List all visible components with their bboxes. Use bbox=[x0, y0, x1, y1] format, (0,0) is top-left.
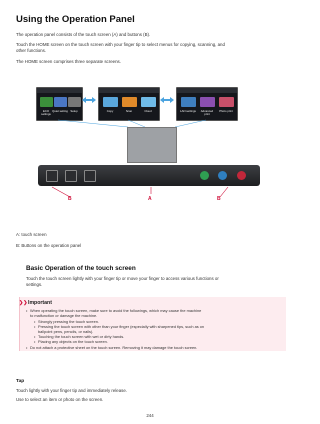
tile-label: Advanced print bbox=[200, 109, 214, 116]
intro-paragraph-1: The operation panel consists of the touch screen (A) and buttons (B). bbox=[16, 32, 151, 37]
callout-b-right: B bbox=[217, 196, 221, 202]
tile-label: Setup bbox=[70, 109, 78, 113]
tile-label: Cloud bbox=[144, 109, 152, 113]
tile-label: Photo print bbox=[219, 109, 233, 113]
operation-panel bbox=[38, 165, 260, 186]
tap-heading: Tap bbox=[16, 379, 25, 384]
intro-paragraph-2: Touch the HOME screen on the touch screen with your finger tip to select menus for copying, scanning, and other functions. bbox=[16, 42, 225, 54]
list-item: • When operating the touch screen, make sure to avoid the followings, which may cause the machine to malfunction or damage the machine. bbox=[30, 308, 201, 318]
list-item: • Do not attach a protective sheet on the touch screen. Removing it may damage the touch screen. bbox=[30, 345, 197, 350]
important-chevron-icon: ❯❯ bbox=[19, 300, 28, 306]
touch-screen bbox=[127, 127, 177, 163]
list-item: • Placing any objects on the touch screen. bbox=[38, 339, 108, 344]
important-box bbox=[19, 297, 286, 351]
section-paragraph: Touch the touch screen lightly with your finger tip or move your finger to access various functions or settings. bbox=[26, 276, 219, 288]
start-button bbox=[200, 171, 209, 180]
stop-button bbox=[237, 171, 246, 180]
tile-label: Copy bbox=[106, 109, 114, 113]
tap-paragraph-1: Touch lightly with your finger tip and immediately release. bbox=[16, 388, 128, 393]
intro-paragraph-3: The HOME screen comprises three separate screens. bbox=[16, 59, 121, 64]
tile-label: ECO settings bbox=[41, 109, 51, 116]
list-item: • Pressing the touch screen with other than your finger (especially with sharpened tips, such as on ballpoint pens, pencils, or nails). bbox=[38, 324, 204, 334]
tile-label: Scan bbox=[125, 109, 133, 113]
page-title: Using the Operation Panel bbox=[16, 14, 135, 25]
page-number: 244 bbox=[146, 413, 154, 418]
list-item: • Strongly pressing the touch screen. bbox=[38, 319, 99, 324]
tile-label: LAN settings bbox=[180, 109, 196, 113]
settings-button bbox=[84, 170, 96, 182]
callout-b-left: B bbox=[68, 196, 72, 202]
list-item: • Touching the touch screen with wet or dirty hands. bbox=[38, 334, 124, 339]
tile-label: Quiet setting bbox=[52, 109, 68, 113]
important-title: Important bbox=[28, 300, 52, 306]
section-heading: Basic Operation of the touch screen bbox=[26, 265, 136, 272]
legend-a: A: touch screen bbox=[16, 232, 47, 237]
legend-b: B: Buttons on the operation panel bbox=[16, 243, 82, 248]
color-button bbox=[218, 171, 227, 180]
tap-paragraph-2: Use to select an item or photo on the screen. bbox=[16, 397, 104, 402]
operation-panel-illustration bbox=[30, 79, 270, 205]
callout-a: A bbox=[148, 196, 152, 202]
back-button bbox=[46, 170, 58, 182]
home-button bbox=[65, 170, 77, 182]
